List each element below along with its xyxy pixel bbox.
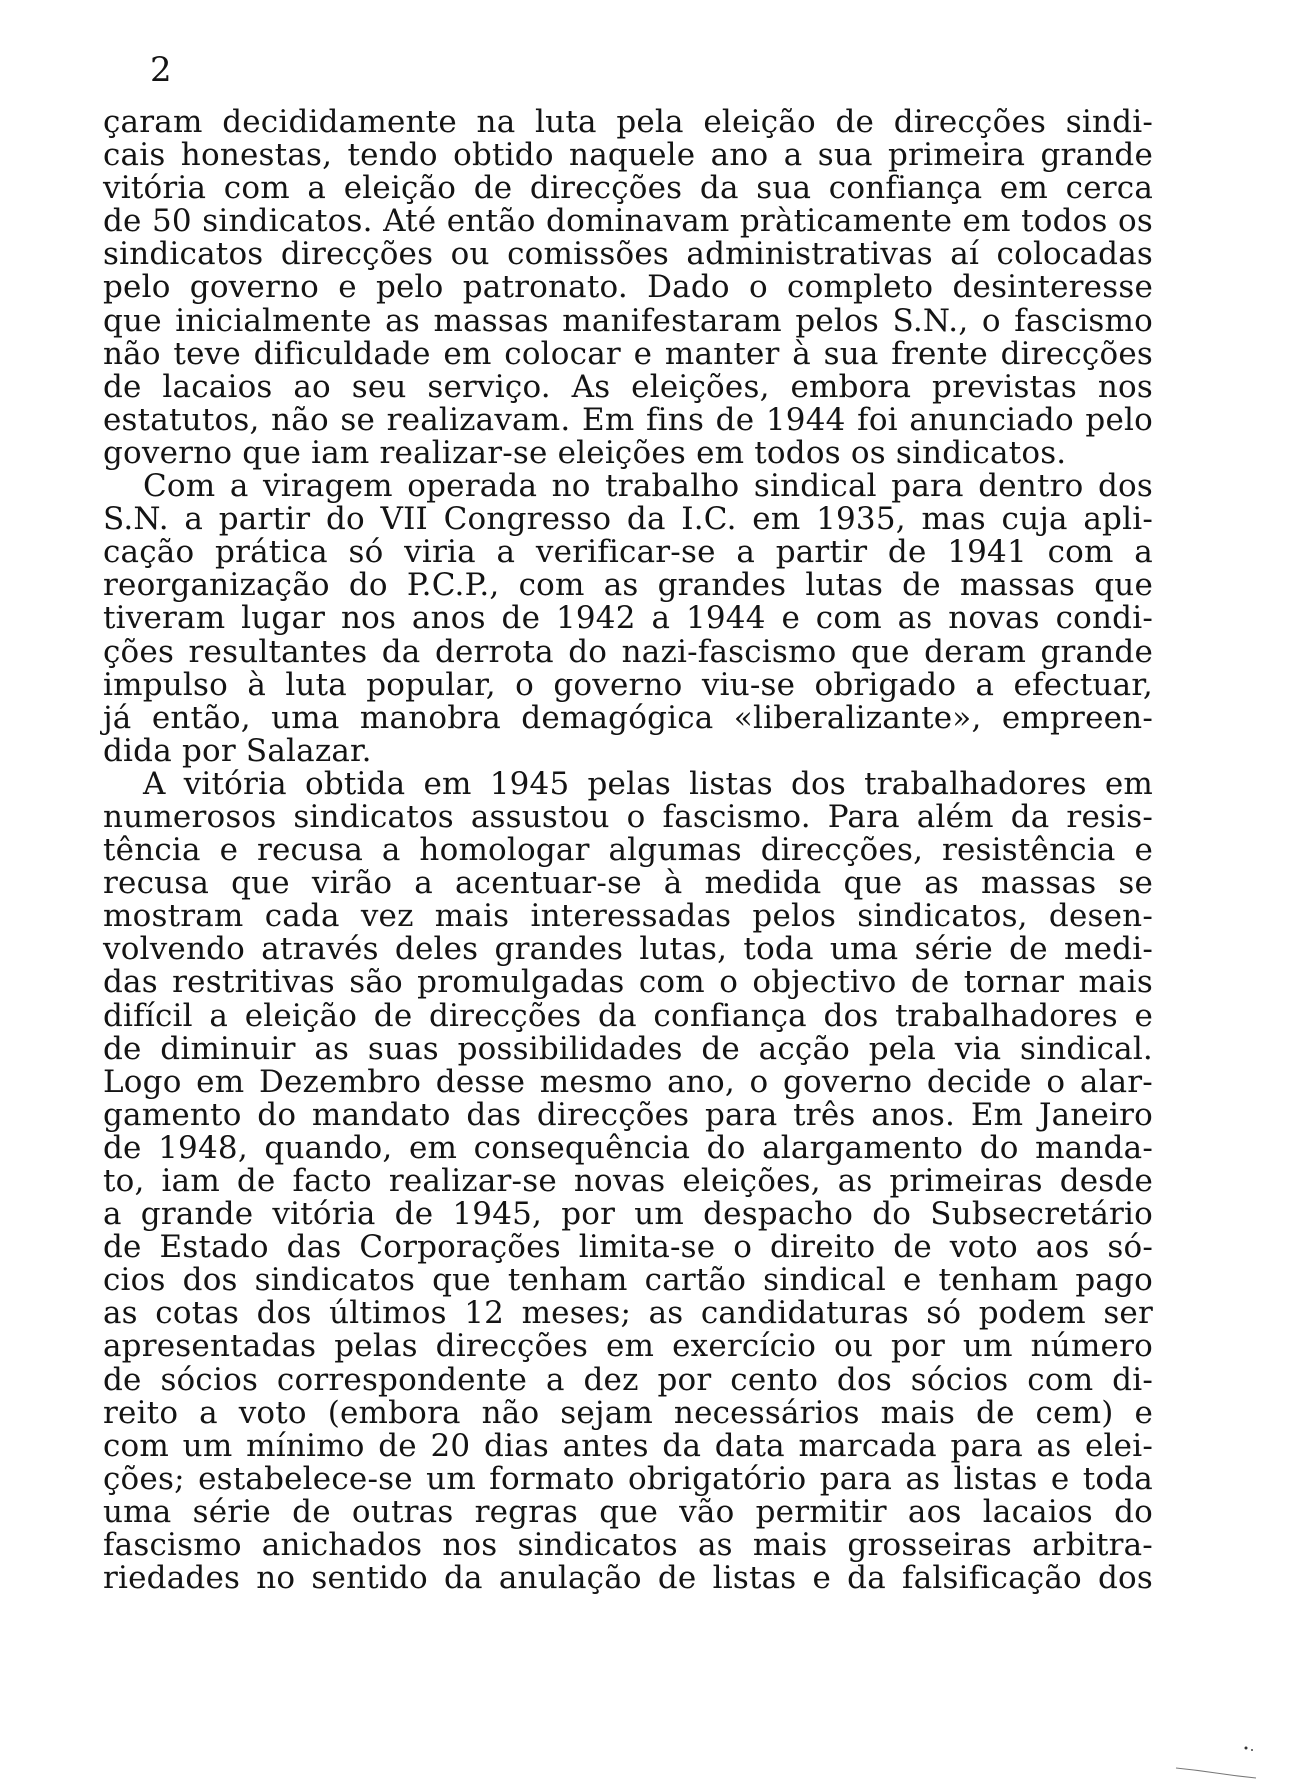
text-line: to, iam de facto realizar-se novas eleições, as primeiras desde — [103, 1163, 1153, 1199]
text-line: de 1948, quando, em consequência do alargamento do manda- — [103, 1129, 1153, 1166]
text-line: ções; estabelece-se um formato obrigatório para as listas e toda — [103, 1460, 1153, 1497]
text-line: Com a viragem operada no trabalho sindical para dentro dos — [143, 468, 1153, 505]
text-line: riedades no sentido da anulação de listas e da falsificação dos — [103, 1560, 1153, 1597]
text-line: das restritivas são promulgadas com o objectivo de tornar mais — [103, 964, 1153, 1001]
text-line: mostram cada vez mais interessadas pelos sindicatos, desen- — [103, 898, 1153, 935]
text-line: uma série de outras regras que vão permitir aos lacaios do — [103, 1493, 1153, 1530]
text-line: as cotas dos últimos 12 meses; as candidaturas só podem ser — [103, 1295, 1153, 1332]
text-line: fascismo anichados nos sindicatos as mais grosseiras arbitra- — [103, 1527, 1153, 1564]
text-line: dida por Salazar. — [103, 732, 372, 769]
text-line: difícil a eleição de direcções da confiança dos trabalhadores e — [103, 997, 1153, 1034]
text-line: sindicatos direcções ou comissões administrativas aí colocadas — [103, 236, 1153, 273]
text-line: de lacaios ao seu serviço. As eleições, embora previstas nos — [103, 368, 1153, 405]
text-line: tiveram lugar nos anos de 1942 a 1944 e com as novas condi- — [103, 600, 1153, 637]
text-line: pelo governo e pelo patronato. Dado o completo desinteresse — [103, 269, 1153, 306]
text-line: numerosos sindicatos assustou o fascismo. Para além da resis- — [103, 798, 1153, 835]
body-text — [103, 106, 1153, 1595]
text-line: governo que iam realizar-se eleições em todos os sindicatos. — [103, 434, 1067, 471]
text-line: de diminuir as suas possibilidades de acção pela via sindical. — [103, 1030, 1153, 1067]
text-line: que inicialmente as massas manifestaram pelos S.N., o fascismo — [103, 302, 1153, 339]
text-line: estatutos, não se realizavam. Em fins de 1944 foi anunciado pelo — [103, 401, 1153, 438]
text-line: de 50 sindicatos. Até então dominavam pràticamente em todos os — [103, 203, 1153, 240]
text-line: de Estado das Corporações limita-se o direito de voto aos só- — [103, 1229, 1153, 1266]
scan-specks — [1116, 1740, 1266, 1780]
text-line: a grande vitória de 1945, por um despacho do Subsecretário — [103, 1196, 1153, 1233]
page-number: 2 — [150, 50, 172, 90]
text-line: tência e recusa a homologar algumas direcções, resistência e — [103, 832, 1153, 869]
text-line: vitória com a eleição de direcções da sua confiança em cerca — [103, 170, 1153, 207]
text-line: apresentadas pelas direcções em exercício ou por um número — [103, 1328, 1153, 1365]
text-line: Logo em Dezembro desse mesmo ano, o governo decide o alar- — [103, 1063, 1153, 1100]
text-line: com um mínimo de 20 dias antes da data marcada para as elei- — [103, 1427, 1153, 1464]
text-line: reorganização do P.C.P., com as grandes lutas de massas que — [103, 567, 1153, 604]
text-line: cação prática só viria a verificar-se a partir de 1941 com a — [103, 534, 1153, 571]
text-line: gamento do mandato das direcções para três anos. Em Janeiro — [103, 1096, 1153, 1133]
text-line: volvendo através deles grandes lutas, toda uma série de medi- — [103, 931, 1153, 968]
text-line: já então, uma manobra demagógica «liberalizante», empreen- — [103, 699, 1153, 736]
text-line: A vitória obtida em 1945 pelas listas dos trabalhadores em — [143, 765, 1153, 802]
text-line: impulso à luta popular, o governo viu-se obrigado a efectuar, — [103, 666, 1153, 703]
text-line: de sócios correspondente a dez por cento dos sócios com di- — [103, 1361, 1153, 1398]
text-line: ções resultantes da derrota do nazi-fascismo que deram grande — [103, 633, 1153, 670]
text-line: recusa que virão a acentuar-se à medida que as massas se — [103, 865, 1153, 902]
text-line: cios dos sindicatos que tenham cartão sindical e tenham pago — [103, 1262, 1153, 1299]
text-line: çaram decididamente na luta pela eleição de direcções sindi- — [103, 104, 1153, 140]
text-line: cais honestas, tendo obtido naquele ano a sua primeira grande — [103, 137, 1153, 174]
text-line: S.N. a partir do VII Congresso da I.C. em 1935, mas cuja apli- — [103, 501, 1153, 538]
text-line: não teve dificuldade em colocar e manter à sua frente direcções — [103, 335, 1153, 372]
text-line: reito a voto (embora não sejam necessários mais de cem) e — [103, 1394, 1153, 1431]
